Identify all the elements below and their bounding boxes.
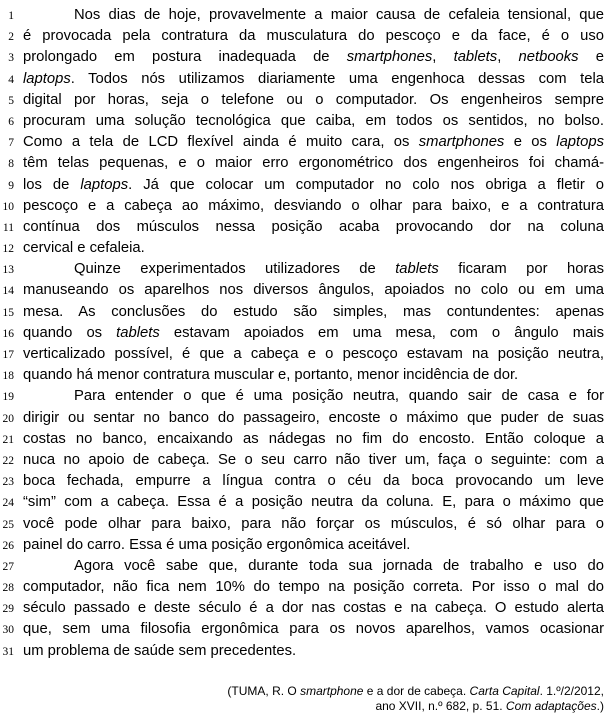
text-run: dirigir ou sentar no banco do passageiro, encoste o máximo que puder de suas	[23, 409, 604, 426]
line-number: 2	[8, 31, 14, 44]
text-line	[0, 90, 604, 111]
line-number: 30	[2, 624, 14, 637]
line-number: 24	[2, 497, 14, 510]
italic-text-run: tablets	[395, 261, 439, 278]
italic-text-run: smartphones	[346, 49, 433, 66]
line-text	[23, 259, 604, 280]
line-text	[23, 196, 604, 217]
text-line	[0, 641, 604, 662]
text-line	[0, 217, 604, 238]
text-line	[0, 280, 604, 301]
line-text	[23, 153, 604, 174]
text-run: contínua dos músculos nessa posição acaba provocando dor na coluna	[23, 218, 604, 235]
text-run: computador, não fica nem 10% do tempo na posição correta. Por isso o mal do	[23, 579, 604, 596]
italic-text-run: Carta Capital	[469, 683, 540, 698]
text-line	[0, 69, 604, 90]
text-line	[0, 619, 604, 640]
text-line	[0, 450, 604, 471]
line-text	[23, 175, 604, 196]
text-run: prolongado em postura inadequada de	[23, 49, 347, 66]
line-number: 26	[2, 539, 14, 552]
text-run: Como a tela de LCD flexível ainda é muito cara, os	[23, 134, 419, 151]
text-run: quando há menor contratura muscular e, portanto, menor incidência de dor.	[23, 367, 519, 384]
line-text	[23, 450, 604, 471]
line-number: 31	[2, 645, 14, 658]
text-run: é provocada pela contratura da musculatura do pescoço e da face, é o uso	[23, 28, 604, 45]
text-run: “sim” com a cabeça. Essa é a posição neutra da coluna. E, para o máximo que	[23, 494, 604, 511]
line-number: 18	[2, 370, 14, 383]
italic-text-run: laptops	[80, 176, 129, 193]
text-line	[0, 302, 604, 323]
text-line	[0, 556, 604, 577]
text-line	[0, 132, 604, 153]
line-number: 8	[8, 158, 14, 171]
text-run: Agora você sabe que, durante toda sua jornada de trabalho e uso do	[74, 557, 604, 574]
line-text	[23, 641, 604, 662]
text-line	[0, 535, 604, 556]
line-number: 19	[2, 391, 14, 404]
line-text	[23, 598, 604, 619]
line-text	[23, 577, 604, 598]
text-run: e	[578, 49, 604, 66]
line-number: 10	[2, 200, 14, 213]
line-text	[23, 26, 604, 47]
line-number: 7	[8, 137, 14, 150]
italic-text-run: smartphone	[300, 683, 364, 698]
text-run: cervical e cefaleia.	[23, 240, 145, 257]
text-run: têm telas pequenas, e o maior erro ergonométrico dos engenheiros foi chamá-	[23, 155, 604, 172]
text-line	[0, 47, 604, 68]
text-line	[0, 259, 604, 280]
line-number: 5	[8, 94, 14, 107]
line-text	[23, 386, 604, 407]
text-run: . 1.º/2/2012,	[539, 683, 604, 698]
text-run: e a dor de cabeça.	[363, 683, 470, 698]
line-number: 23	[2, 476, 14, 489]
line-text	[23, 280, 604, 301]
text-line	[0, 111, 604, 132]
text-line	[0, 408, 604, 429]
line-text	[23, 492, 604, 513]
text-run: boca fechada, empurre a língua contra o céu da boca provocando um leve	[23, 473, 604, 490]
line-text	[23, 69, 604, 90]
text-run: (TUMA, R. O	[227, 683, 301, 698]
text-run: los de	[23, 176, 81, 193]
text-line	[0, 577, 604, 598]
text-line	[0, 386, 604, 407]
text-run: estavam apoiados em uma mesa, com o ângulo mais	[159, 324, 604, 341]
text-line	[0, 492, 604, 513]
text-line	[0, 344, 604, 365]
text-run: quando os	[23, 324, 117, 341]
text-line	[0, 175, 604, 196]
text-line	[0, 238, 604, 259]
citation-line	[0, 699, 604, 714]
line-text	[23, 238, 604, 259]
line-number: 29	[2, 603, 14, 616]
line-text	[23, 429, 604, 450]
text-run: nuca no apoio de cabeça. Se o seu carro não tiver um, faça o seguinte: com a	[23, 451, 604, 468]
citation	[0, 684, 604, 714]
line-number: 28	[2, 582, 14, 595]
line-number: 20	[2, 412, 14, 425]
text-line	[0, 365, 604, 386]
text-run: ,	[432, 49, 454, 66]
line-text	[23, 111, 604, 132]
line-text	[23, 344, 604, 365]
italic-text-run: netbooks	[518, 49, 579, 66]
italic-text-run: tablets	[453, 49, 498, 66]
text-line	[0, 26, 604, 47]
text-run: .)	[596, 698, 604, 713]
line-text	[23, 302, 604, 323]
text-run: digital por horas, seja o telefone ou o computador. Os engenheiros sempre	[23, 91, 604, 108]
text-run: ,	[497, 49, 519, 66]
line-number: 4	[8, 73, 14, 86]
line-number: 17	[2, 349, 14, 361]
text-run: ano XVII, n.º 682, p. 51.	[375, 698, 506, 713]
line-number: 6	[8, 115, 14, 128]
line-number: 12	[2, 243, 14, 256]
text-run: que, sem uma filosofia ergonômica para os novos aparelhos, vamos ocasionar	[23, 621, 604, 638]
line-text	[23, 619, 604, 640]
line-text	[23, 408, 604, 429]
italic-text-run: laptops	[23, 70, 71, 87]
text-line	[0, 196, 604, 217]
line-number: 16	[2, 327, 14, 340]
line-number: 14	[2, 285, 14, 298]
text-line	[0, 323, 604, 344]
text-run: século passado e deste século é a dor nas costas e na cabeça. O estudo alerta	[23, 600, 604, 617]
line-number: 21	[2, 433, 14, 446]
line-text	[23, 323, 604, 344]
text-line	[0, 471, 604, 492]
text-run: e os	[504, 134, 557, 151]
italic-text-run: laptops	[556, 134, 604, 151]
text-run: ficaram por horas	[438, 261, 604, 278]
text-run: pescoço e a cabeça ao máximo, desviando o olhar para baixo, e a contratura	[23, 197, 604, 214]
text-run: Quinze experimentados utilizadores de	[74, 261, 396, 278]
line-number: 22	[2, 454, 14, 467]
text-line	[0, 5, 604, 26]
line-text	[23, 535, 604, 556]
line-text	[23, 90, 604, 111]
italic-text-run: smartphones	[418, 134, 505, 151]
line-number: 27	[2, 560, 14, 573]
text-line	[0, 598, 604, 619]
line-text	[23, 217, 604, 238]
text-run: manuseando os aparelhos nos diversos ângulos, apoiados no colo ou em uma	[23, 282, 604, 299]
line-text	[23, 514, 604, 535]
line-number: 11	[2, 221, 14, 234]
line-number: 13	[2, 264, 14, 277]
text-line	[0, 514, 604, 535]
text-run: painel do carro. Essa é uma posição ergonômica aceitável.	[23, 536, 411, 553]
text-body	[0, 5, 604, 662]
text-run: Para entender o que é uma posição neutra, quando sair de casa e for	[74, 388, 604, 405]
text-run: um problema de saúde sem precedentes.	[23, 642, 297, 659]
text-run: . Todos nós utilizamos diariamente uma engenhoca dessas com tela	[70, 70, 604, 87]
text-line	[0, 153, 604, 174]
line-text	[23, 5, 604, 26]
line-text	[23, 47, 604, 68]
text-run: procuram uma solução tecnológica que caiba, em todos os sentidos, no bolso.	[23, 112, 604, 129]
italic-text-run: tablets	[116, 324, 160, 341]
line-text	[23, 132, 604, 153]
citation-line	[0, 684, 604, 699]
line-text	[23, 365, 604, 386]
line-text	[23, 471, 604, 492]
text-run: verticalizado possível, é que a cabeça e o pescoço estavam na posição neutra,	[23, 346, 604, 362]
line-number: 3	[8, 52, 14, 65]
text-line	[0, 429, 604, 450]
line-number: 1	[8, 10, 14, 22]
italic-text-run: Com adaptações	[505, 698, 597, 713]
text-run: Nos dias de hoje, provavelmente a maior causa de cefaleia tensional, que	[74, 7, 604, 23]
line-number: 9	[8, 179, 14, 192]
text-run: . Já que colocar um computador no colo nos obriga a fletir o	[128, 176, 604, 193]
text-run: mesa. As conclusões do estudo são simples, mas contundentes: apenas	[23, 303, 604, 320]
line-text	[23, 556, 604, 577]
text-run: costas no banco, encaixando as nádegas no fim do encosto. Então coloque a	[23, 430, 604, 447]
text-run: você pode olhar para baixo, para não forçar os músculos, é só olhar para o	[23, 515, 604, 532]
line-number: 25	[2, 518, 14, 531]
line-number: 15	[2, 306, 14, 319]
